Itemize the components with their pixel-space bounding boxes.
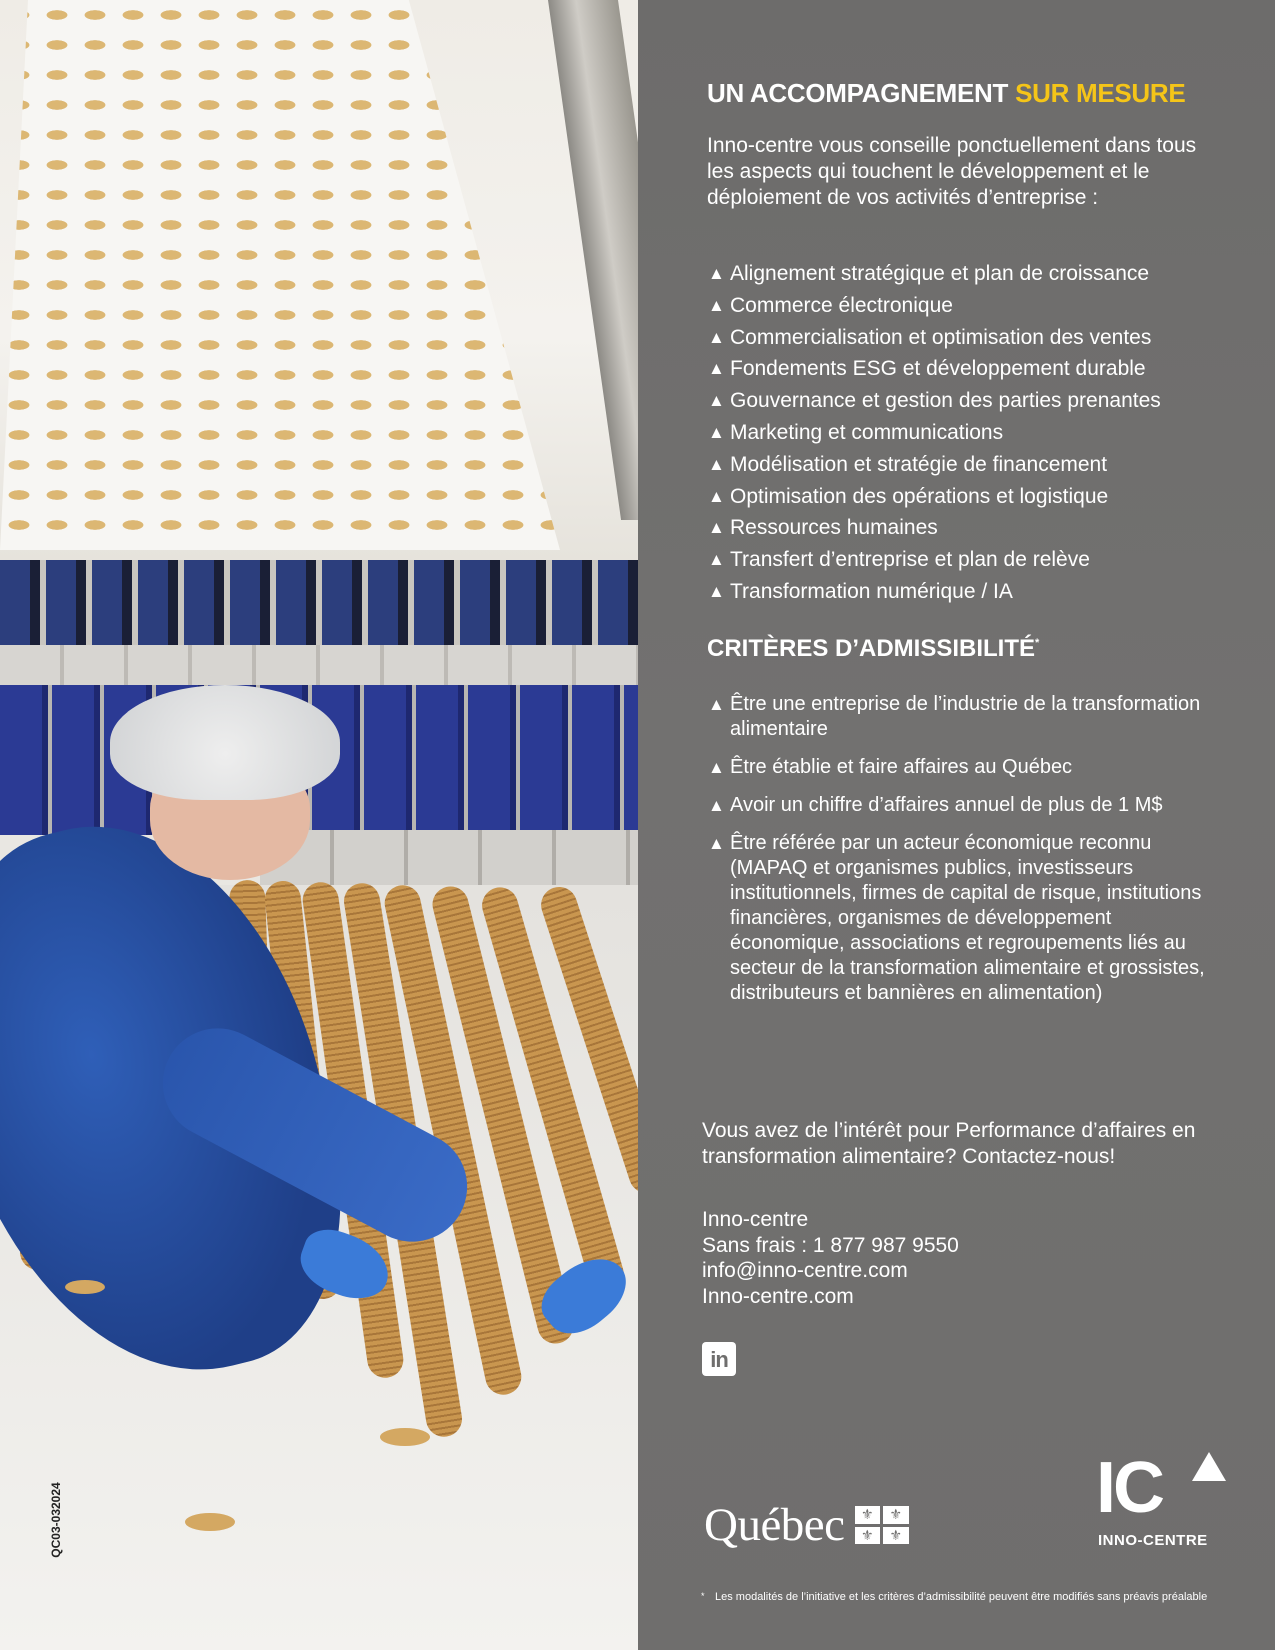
triangle-bullet-icon: ▲ bbox=[708, 391, 725, 411]
list-item: ▲ Commerce électronique bbox=[707, 290, 1237, 322]
footnote-marker: * bbox=[701, 1591, 705, 1601]
footnote-text: Les modalités de l’initiative et les critères d’admissibilité peuvent être modifiés sans préavis préalable bbox=[715, 1591, 1208, 1603]
footnote-marker: * bbox=[1035, 637, 1040, 649]
list-item: ▲ Être établie et faire affaires au Québec bbox=[708, 756, 1073, 778]
triangle-bullet-icon: ▲ bbox=[708, 486, 725, 506]
contact-prompt: Vous avez de l’intérêt pour Performance d’affaires en transformation alimentaire? Contactez-nous! bbox=[702, 1119, 1196, 1168]
list-item: ▲ Transfert d’entreprise et plan de relève bbox=[707, 544, 1237, 576]
contact-website[interactable]: Inno-centre.com bbox=[702, 1284, 854, 1308]
list-item: ▲ Transformation numérique / IA bbox=[707, 576, 1237, 608]
inno-centre-logo bbox=[1096, 1448, 1226, 1552]
linkedin-icon[interactable]: in bbox=[702, 1342, 736, 1376]
heading-part-accent: SUR MESURE bbox=[1015, 78, 1186, 108]
triangle-bullet-icon: ▲ bbox=[708, 581, 725, 601]
list-item: ▲ Être une entreprise de l’industrie de la transformation alimentaire bbox=[708, 693, 1201, 740]
section-heading-criteria: CRITÈRES D’ADMISSIBILITÉ* bbox=[707, 635, 1040, 662]
document-code: QC03-032024 bbox=[49, 1482, 63, 1558]
triangle-logo-icon bbox=[1192, 1452, 1226, 1481]
criteria-list bbox=[707, 692, 1207, 1019]
triangle-bullet-icon: ▲ bbox=[708, 359, 725, 379]
contact-block bbox=[702, 1207, 959, 1309]
triangle-bullet-icon: ▲ bbox=[708, 454, 725, 474]
list-item: ▲ Modélisation et stratégie de financement bbox=[707, 449, 1237, 481]
inno-centre-monogram: IC bbox=[1096, 1448, 1162, 1528]
list-item: ▲ Gouvernance et gestion des parties prenantes bbox=[707, 385, 1237, 417]
triangle-bullet-icon: ▲ bbox=[708, 518, 725, 538]
list-item: ▲ Ressources humaines bbox=[707, 512, 1237, 544]
triangle-bullet-icon: ▲ bbox=[708, 295, 725, 315]
list-item: ▲ Être référée par un acteur économique reconnu (MAPAQ et organismes publics, investisseurs institutionnels, firmes de capital de risque, institutions financières, organismes de développement économique, associations et regroupements liés au secteur de la transformation alimentaire et grossistes, distributeurs et bannières en alimentation) bbox=[708, 832, 1205, 1004]
footnote bbox=[701, 1590, 1227, 1604]
loose-cookie bbox=[185, 1513, 235, 1531]
heading-part-white: UN ACCOMPAGNEMENT bbox=[707, 78, 1009, 108]
list-item: ▲ Fondements ESG et développement durable bbox=[707, 353, 1237, 385]
quebec-wordmark: Québec bbox=[704, 1499, 845, 1551]
section-heading-services bbox=[707, 78, 1185, 109]
loose-cookie bbox=[65, 1280, 105, 1294]
fleurdelise-icon: ⚜ ⚜ ⚜ ⚜ bbox=[855, 1506, 909, 1544]
inno-centre-wordmark: INNO-CENTRE bbox=[1098, 1532, 1208, 1549]
list-item: ▲ Commercialisation et optimisation des ventes bbox=[707, 322, 1237, 354]
services-list bbox=[707, 258, 1237, 608]
list-item: ▲ Marketing et communications bbox=[707, 417, 1237, 449]
triangle-bullet-icon: ▲ bbox=[708, 550, 725, 570]
contact-email[interactable]: info@inno-centre.com bbox=[702, 1259, 908, 1282]
list-item: ▲ Avoir un chiffre d’affaires annuel de plus de 1 M$ bbox=[708, 794, 1163, 816]
list-item: ▲ Optimisation des opérations et logistique bbox=[707, 481, 1237, 513]
triangle-bullet-icon: ▲ bbox=[708, 796, 725, 815]
lane-label-bar-lower bbox=[260, 830, 638, 885]
contact-name: Inno-centre bbox=[702, 1208, 809, 1231]
intro-paragraph: Inno-centre vous conseille ponctuellement dans tous les aspects qui touchent le développement et le déploiement de vos activités d’entreprise : bbox=[707, 134, 1197, 209]
worker-hairnet bbox=[110, 685, 340, 800]
triangle-bullet-icon: ▲ bbox=[708, 758, 725, 777]
triangle-bullet-icon: ▲ bbox=[708, 422, 725, 442]
contact-phone[interactable]: Sans frais : 1 877 987 9550 bbox=[702, 1233, 959, 1257]
triangle-bullet-icon: ▲ bbox=[708, 834, 725, 853]
loose-cookie bbox=[380, 1428, 430, 1446]
triangle-bullet-icon: ▲ bbox=[708, 695, 725, 714]
triangle-bullet-icon: ▲ bbox=[708, 327, 725, 347]
lane-label-bar bbox=[0, 645, 638, 685]
quebec-logo bbox=[704, 1498, 909, 1552]
info-panel bbox=[638, 0, 1275, 1650]
triangle-bullet-icon: ▲ bbox=[708, 264, 725, 283]
list-item: ▲ Alignement stratégique et plan de croissance bbox=[707, 258, 1237, 290]
